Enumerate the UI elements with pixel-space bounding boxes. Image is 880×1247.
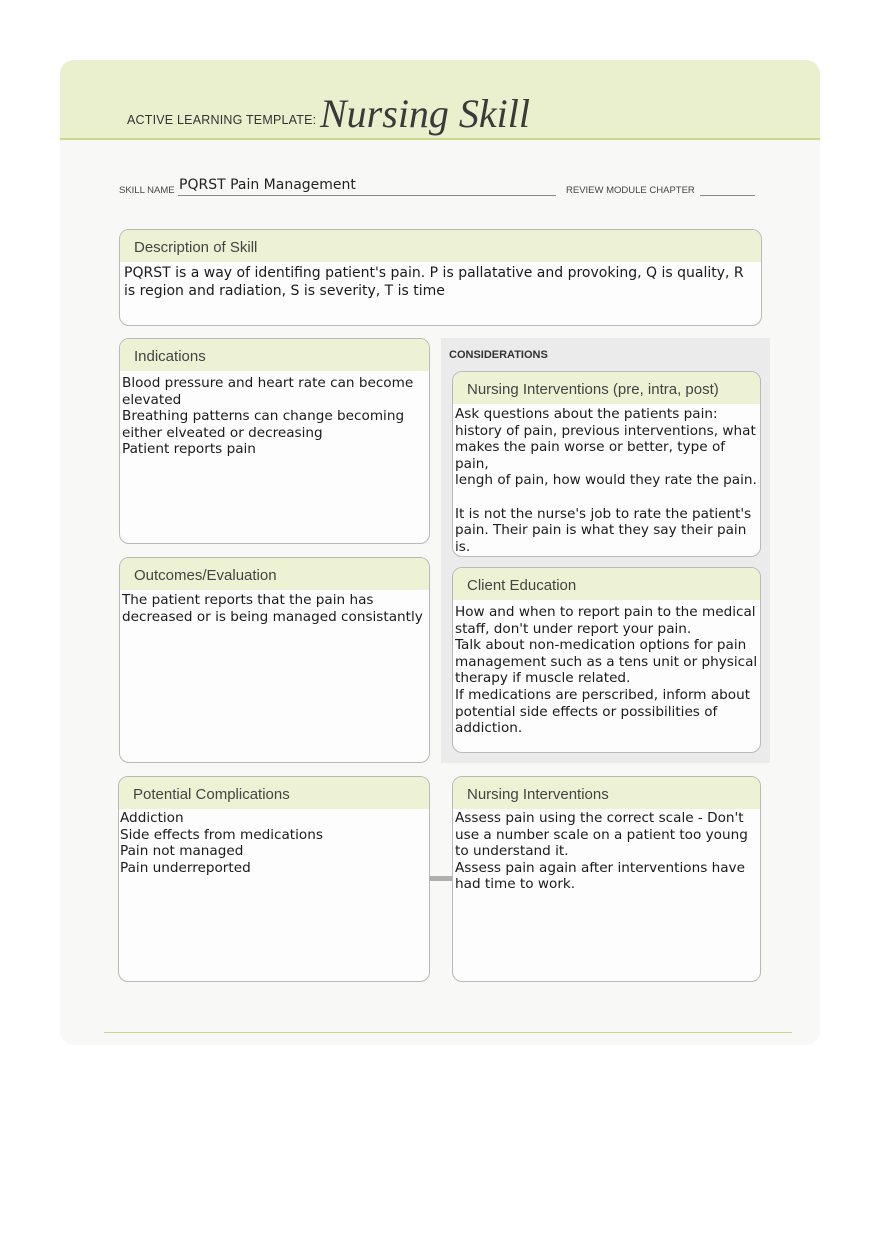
template-title: Nursing Skill [320, 91, 531, 136]
indications-heading: Indications [120, 339, 429, 371]
review-module-underline [700, 195, 755, 196]
nursing-interventions-pre-box [452, 371, 761, 557]
client-education-box [452, 567, 761, 753]
review-module-field[interactable] [702, 185, 754, 195]
outcomes-heading: Outcomes/Evaluation [120, 558, 429, 590]
nursing-interventions-pre-heading: Nursing Interventions (pre, intra, post) [453, 372, 760, 404]
skill-name-label: SKILL NAME [119, 185, 175, 196]
complications-heading: Potential Complications [119, 777, 429, 809]
skill-name-underline [178, 195, 556, 196]
skill-name-field[interactable]: PQRST Pain Management [179, 177, 356, 193]
template-label: ACTIVE LEARNING TEMPLATE: [127, 113, 317, 127]
considerations-label: CONSIDERATIONS [449, 349, 548, 361]
client-education-heading: Client Education [453, 568, 760, 600]
nursing-interventions-text[interactable]: Assess pain using the correct scale - Don't use a number scale on a patient too young to understand it. Assess pain again after interventions have had time to work. [455, 810, 748, 893]
description-heading: Description of Skill [120, 230, 761, 262]
box-connector [429, 876, 453, 881]
nursing-interventions-box [452, 776, 761, 982]
indications-box [119, 338, 430, 544]
description-box [119, 229, 762, 326]
description-text[interactable]: PQRST is a way of identifing patient's pain. P is pallatative and provoking, Q is quality, R is region and radiation, S is severity, T is time [124, 265, 749, 299]
nursing-interventions-pre-text[interactable]: Ask questions about the patients pain: history of pain, previous interventions, what makes the pain worse or better, type of pain, lengh of pain, how would they rate the pain. It is not the nurse's job to rate the patient's pain. Their pain is what they say their pain is. [455, 406, 757, 555]
outcomes-text[interactable]: The patient reports that the pain has decreased or is being managed consistantly [122, 592, 423, 625]
indications-text[interactable]: Blood pressure and heart rate can become elevated Breathing patterns can change becoming either elveated or decreasing Patient reports pain [122, 375, 414, 458]
complications-text[interactable]: Addiction Side effects from medications Pain not managed Pain underreported [120, 810, 323, 876]
complications-box [118, 776, 430, 982]
nursing-interventions-heading: Nursing Interventions [453, 777, 760, 809]
review-module-label: REVIEW MODULE CHAPTER [566, 185, 695, 196]
client-education-text[interactable]: How and when to report pain to the medical staff, don't under report your pain. Talk about non-medication options for pain management such as a tens unit or physical therapy if muscle related. If medications are perscribed, inform about potential side effects or possibilities of addiction. [455, 604, 758, 737]
outcomes-box [119, 557, 430, 763]
footer-divider [104, 1032, 792, 1033]
